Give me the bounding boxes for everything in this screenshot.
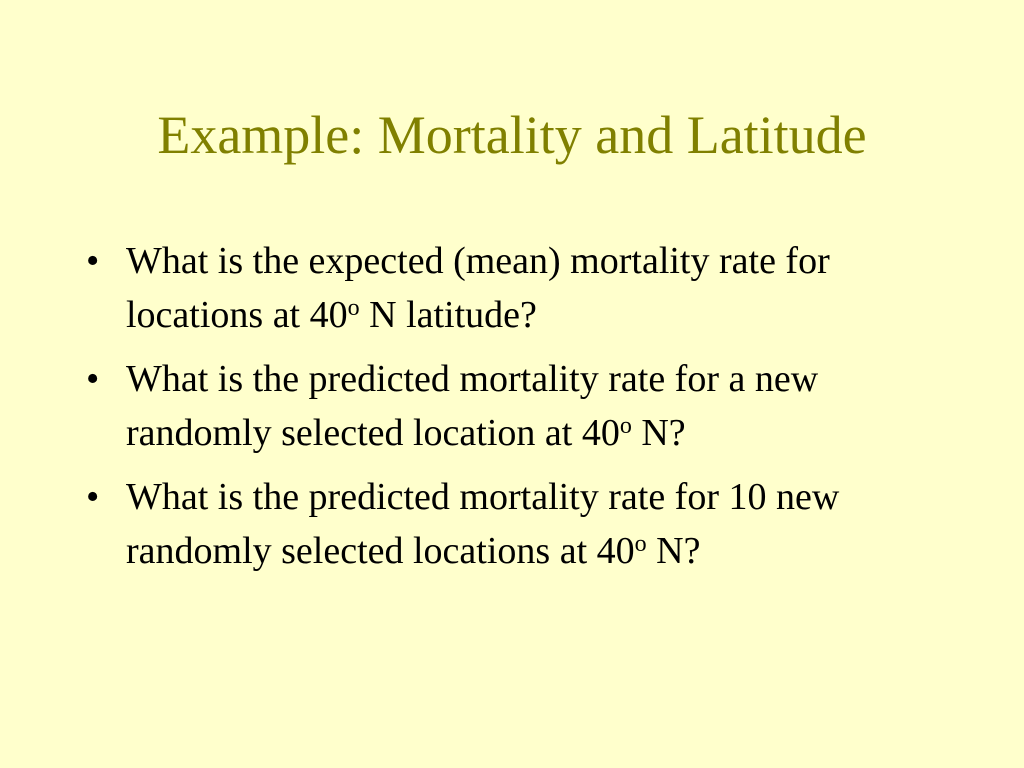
bullet-icon: • [86, 240, 100, 282]
bullet-text-part: What is the predicted mortality rate for a new randomly selected location at 40 [126, 358, 819, 454]
bullet-text-part: N? [631, 412, 686, 454]
bullet-item [86, 470, 946, 578]
bullet-item [86, 352, 946, 460]
bullet-icon: • [86, 476, 100, 518]
bullet-item [86, 234, 946, 342]
bullet-text-part: N latitude? [359, 294, 537, 336]
slide-title: Example: Mortality and Latitude [157, 105, 867, 165]
degree-superscript: o [619, 413, 632, 439]
bullet-text-part: N? [646, 530, 701, 572]
degree-superscript: o [634, 531, 647, 557]
bullet-text-part: What is the expected (mean) mortality rate for locations at 40 [126, 240, 830, 336]
bullet-icon: • [86, 358, 100, 400]
bullet-text-part: What is the predicted mortality rate for 10 new randomly selected locations at 40 [126, 476, 840, 572]
bullet-list [86, 234, 946, 588]
degree-superscript: o [347, 295, 360, 321]
